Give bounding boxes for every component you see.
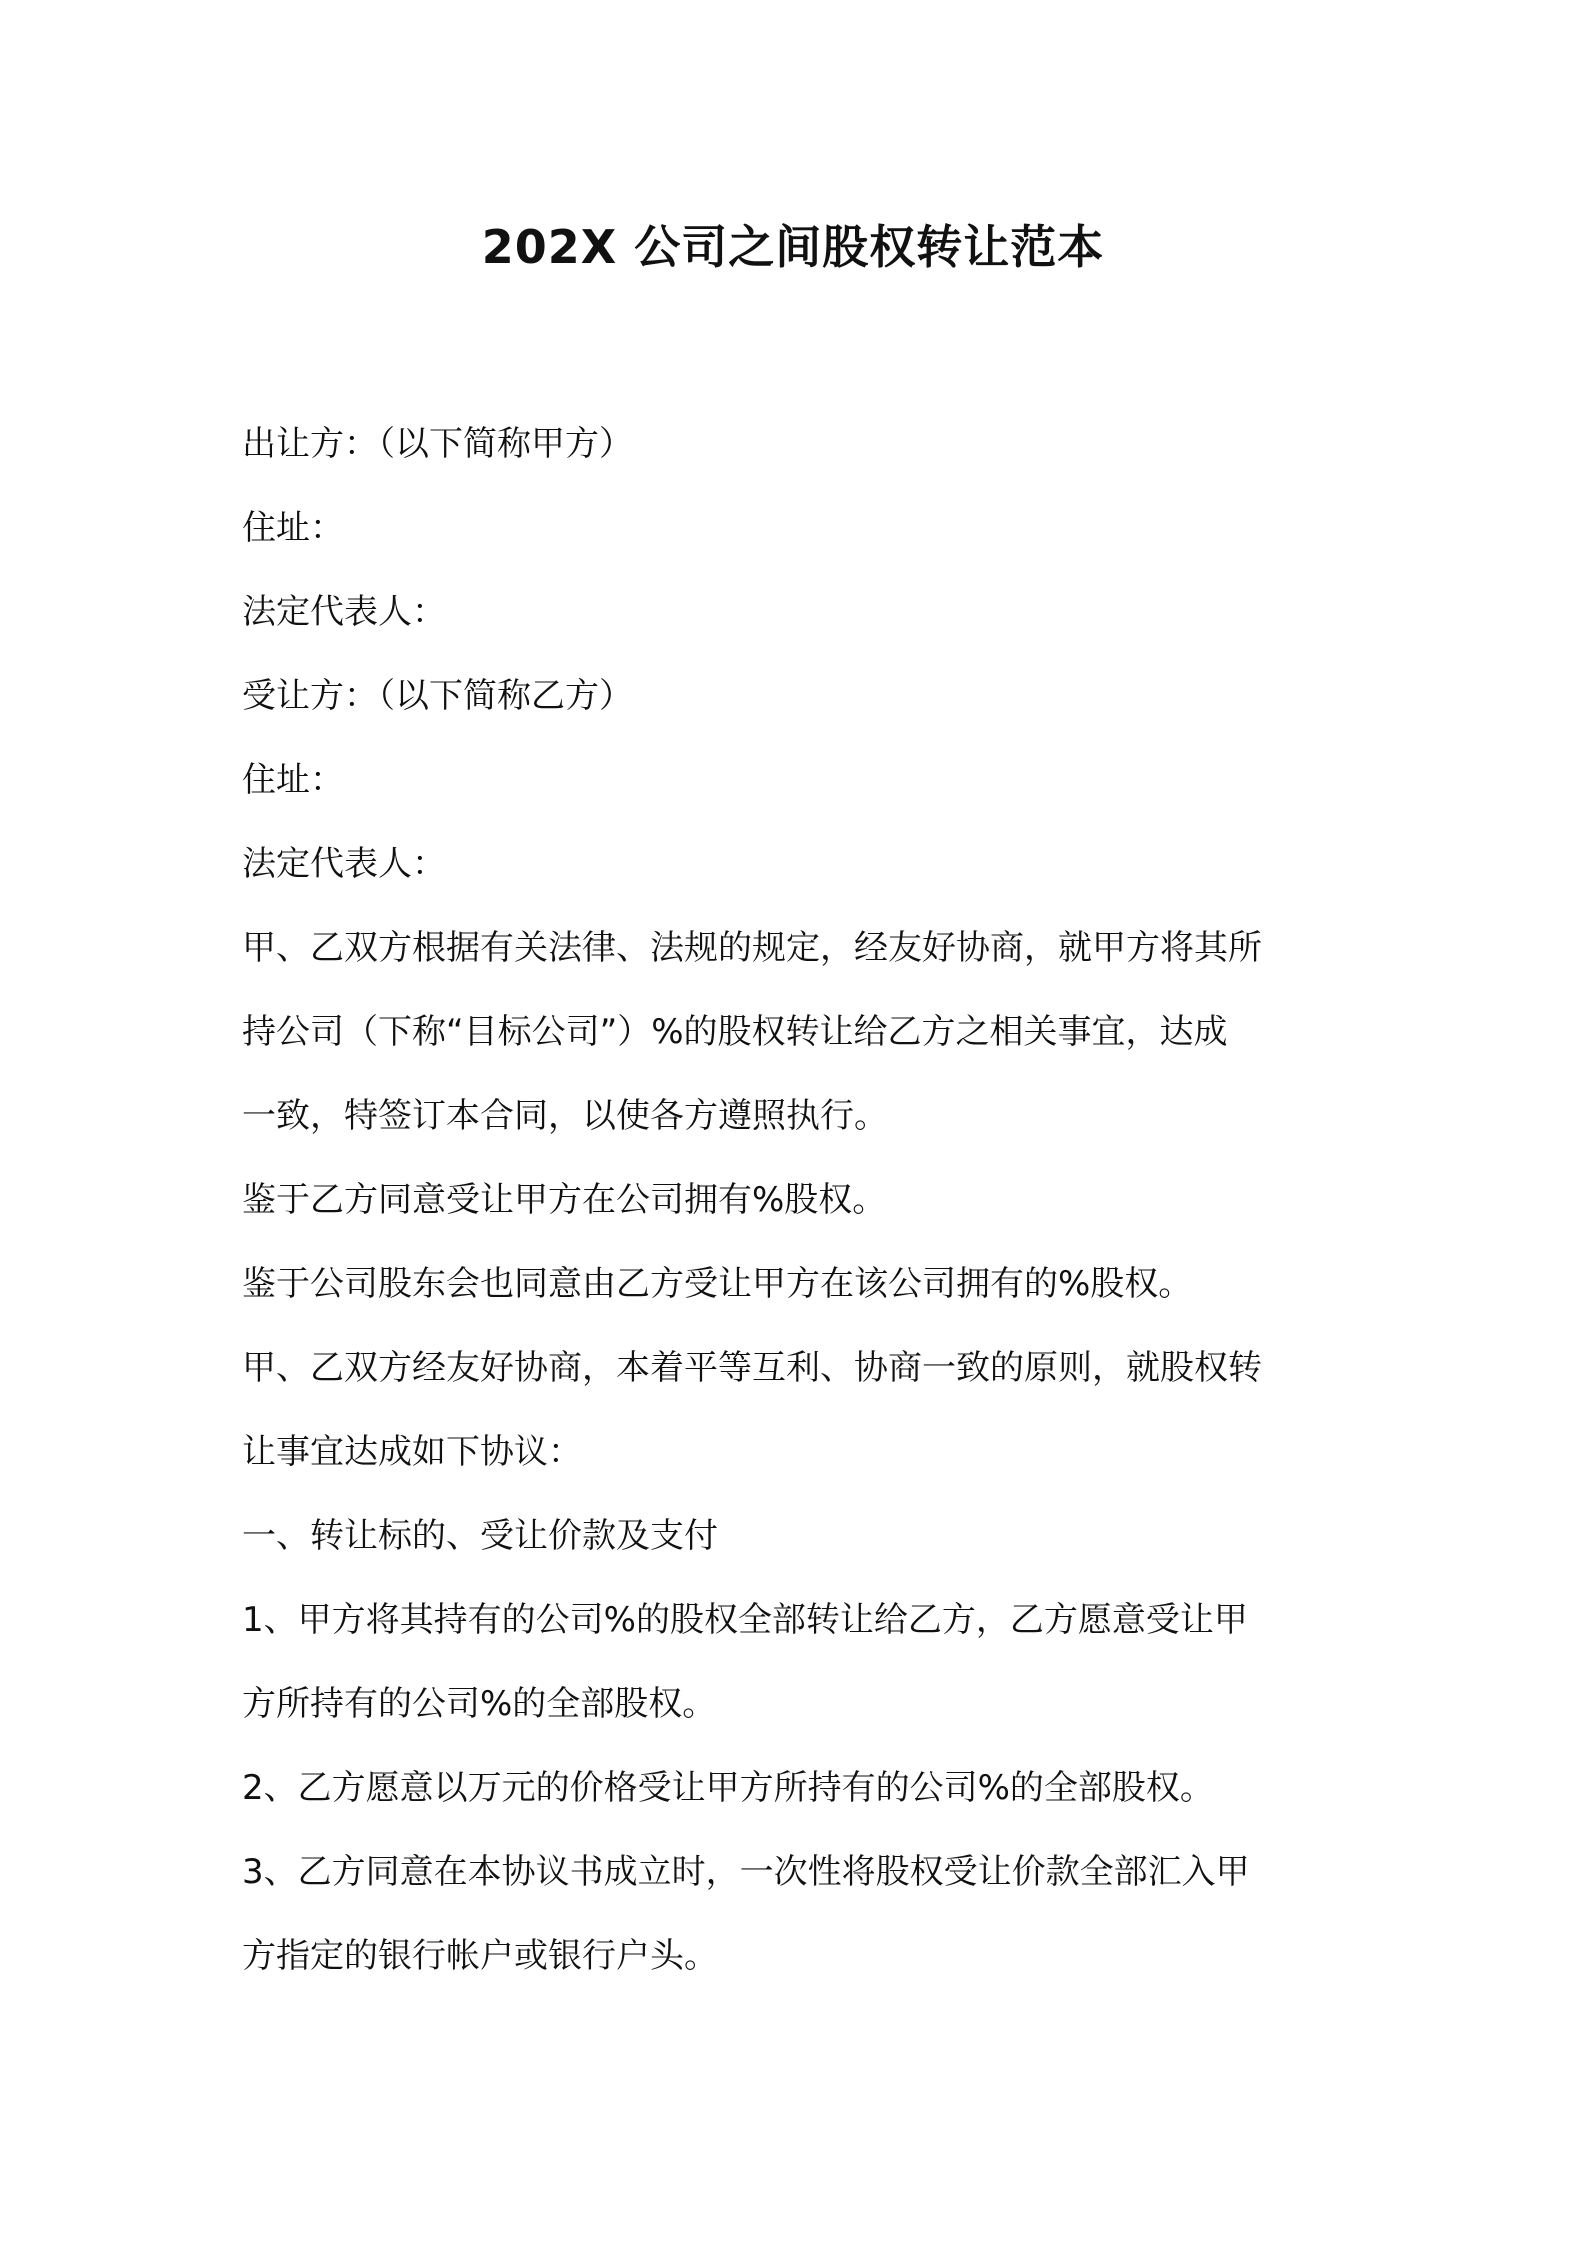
transferee-address-line: 住址： [242, 760, 344, 800]
agreement-intro-line: 让事宜达成如下协议： [242, 1432, 582, 1472]
whereas-line: 鉴于公司股东会也同意由乙方受让甲方在该公司拥有的%股权。 [242, 1264, 1193, 1304]
document-title: 202X 公司之间股权转让范本 [481, 220, 1105, 274]
transferee-line: 受让方：（以下简称乙方） [242, 676, 633, 716]
transferor-legal-rep-line: 法定代表人： [242, 592, 446, 632]
clause-line: 2、乙方愿意以万元的价格受让甲方所持有的公司%的全部股权。 [242, 1768, 1214, 1808]
clause-line: 3、乙方同意在本协议书成立时，一次性将股权受让价款全部汇入甲 [242, 1852, 1250, 1892]
preamble-line: 一致，特签订本合同，以使各方遵照执行。 [242, 1096, 888, 1136]
clause-line: 方所持有的公司%的全部股权。 [242, 1684, 717, 1724]
transferor-address-line: 住址： [242, 508, 344, 548]
preamble-line: 甲、乙双方根据有关法律、法规的规定，经友好协商，就甲方将其所 [242, 928, 1262, 968]
document-body [242, 402, 1362, 1998]
whereas-line: 鉴于乙方同意受让甲方在公司拥有%股权。 [242, 1180, 887, 1220]
transferee-legal-rep-line: 法定代表人： [242, 844, 446, 884]
clause-line: 方指定的银行帐户或银行户头。 [242, 1936, 718, 1976]
clause-line: 1、甲方将其持有的公司%的股权全部转让给乙方，乙方愿意受让甲 [242, 1600, 1248, 1640]
agreement-intro-line: 甲、乙双方经友好协商，本着平等互利、协商一致的原则，就股权转 [242, 1348, 1262, 1388]
preamble-line: 持公司（下称“目标公司”）%的股权转让给乙方之相关事宜，达成 [242, 1012, 1228, 1052]
transferor-line: 出让方：（以下简称甲方） [242, 424, 633, 464]
section-heading: 一、转让标的、受让价款及支付 [242, 1516, 718, 1556]
